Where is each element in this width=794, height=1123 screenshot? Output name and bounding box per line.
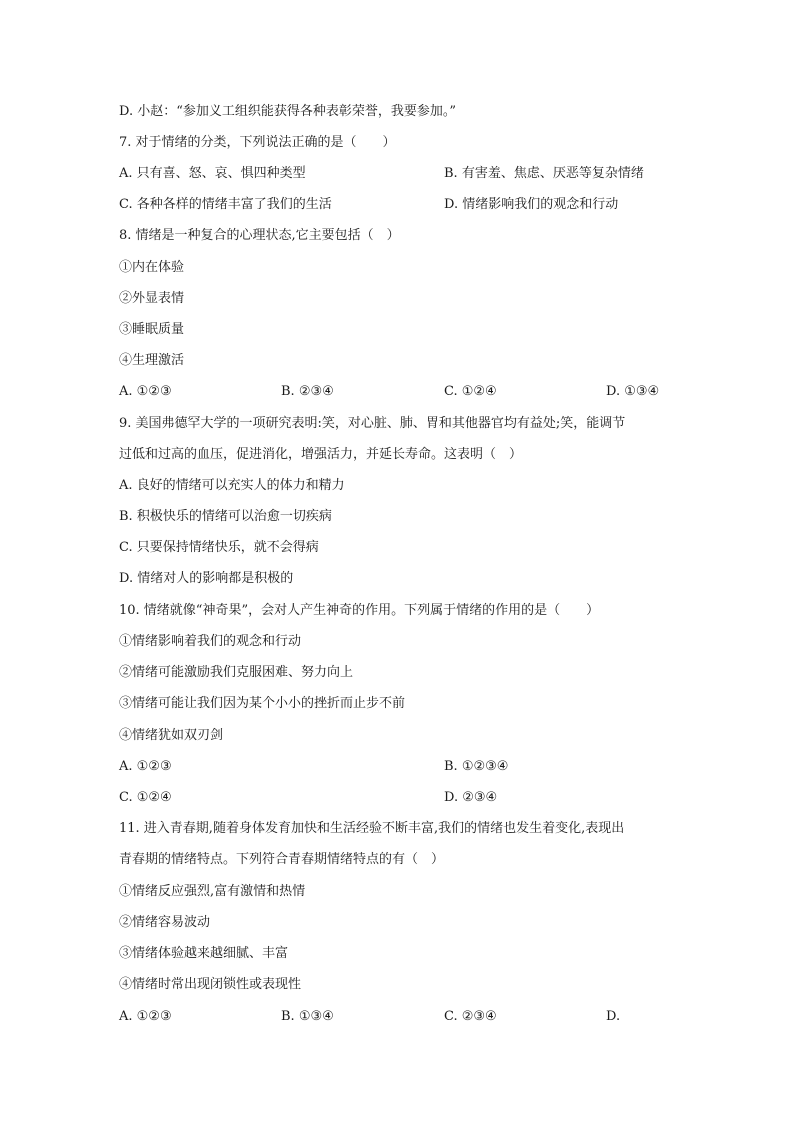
q8-item-4: ④生理激活 — [119, 353, 185, 368]
q10-stem: 10. 情绪就像“神奇果”，会对人产生神奇的作用。下列属于情绪的作用的是（ ） — [119, 603, 600, 618]
q8-stem: 8. 情绪是一种复合的心理状态,它主要包括（ ） — [119, 228, 400, 243]
q9-stem-line-1: 9. 美国弗德罕大学的一项研究表明:笑，对心脏、肺、胃和其他器官均有益处;笑，能调节 — [119, 416, 626, 431]
q11-item-1: ①情绪反应强烈,富有激情和热情 — [119, 884, 306, 899]
q8-item-2: ②外显表情 — [119, 291, 185, 306]
q9-option-a: A. 良好的情绪可以充实人的体力和精力 — [119, 478, 345, 493]
q11-stem-line-1: 11. 进入青春期,随着身体发育加快和生活经验不断丰富,我们的情绪也发生着变化,表现出 — [119, 821, 625, 836]
q9-option-d: D. 情绪对人的影响都是积极的 — [119, 571, 294, 586]
q8-option-d: D. ①③④ — [606, 384, 660, 399]
q10-item-2: ②情绪可能激励我们克服困难、努力向上 — [119, 665, 354, 680]
q7-options-row-1 — [119, 166, 679, 182]
q11-item-4: ④情绪时常出现闭锁性或表现性 — [119, 977, 302, 992]
q10-options-row-1 — [119, 759, 679, 775]
q11-option-d: D. — [606, 1009, 621, 1024]
q7-option-a: A. 只有喜、怒、哀、惧四种类型 — [119, 166, 306, 181]
q7-stem: 7. 对于情绪的分类，下列说法正确的是（ ） — [119, 135, 396, 150]
q11-option-b: B. ①③④ — [281, 1009, 334, 1024]
q6-option-d: D. 小赵：“参加义工组织能获得各种表彰荣誉，我要参加。” — [119, 104, 457, 119]
q10-option-a: A. ①②③ — [119, 759, 172, 774]
q8-option-c: C. ①②④ — [444, 384, 497, 399]
q10-option-c: C. ①②④ — [119, 790, 172, 805]
q9-option-c: C. 只要保持情绪快乐，就不会得病 — [119, 540, 319, 555]
q11-stem-line-2: 青春期的情绪特点。下列符合青春期情绪特点的有（ ） — [119, 852, 445, 867]
q10-item-3: ③情绪可能让我们因为某个小小的挫折而止步不前 — [119, 696, 406, 711]
q8-item-1: ①内在体验 — [119, 260, 185, 275]
q8-option-b: B. ②③④ — [281, 384, 334, 399]
q7-option-d: D. 情绪影响我们的观念和行动 — [444, 197, 619, 212]
q10-option-d: D. ②③④ — [444, 790, 498, 805]
q11-item-2: ②情绪容易波动 — [119, 915, 211, 930]
q11-item-3: ③情绪体验越来越细腻、丰富 — [119, 946, 289, 961]
q7-options-row-2 — [119, 197, 679, 213]
q10-item-1: ①情绪影响着我们的观念和行动 — [119, 634, 302, 649]
q9-option-b: B. 积极快乐的情绪可以治愈一切疾病 — [119, 509, 332, 524]
q8-item-3: ③睡眠质量 — [119, 322, 185, 337]
q8-option-a: A. ①②③ — [119, 384, 172, 399]
q10-option-b: B. ①②③④ — [444, 759, 509, 774]
q7-option-b: B. 有害羞、焦虑、厌恶等复杂情绪 — [444, 166, 644, 181]
q11-option-c: C. ②③④ — [444, 1009, 497, 1024]
q10-item-4: ④情绪犹如双刃剑 — [119, 728, 224, 743]
q7-option-c: C. 各种各样的情绪丰富了我们的生活 — [119, 197, 332, 212]
q10-options-row-2 — [119, 790, 679, 806]
q11-option-a: A. ①②③ — [119, 1009, 172, 1024]
q9-stem-line-2: 过低和过高的血压，促进消化，增强活力，并延长寿命。这表明（ ） — [119, 447, 523, 462]
